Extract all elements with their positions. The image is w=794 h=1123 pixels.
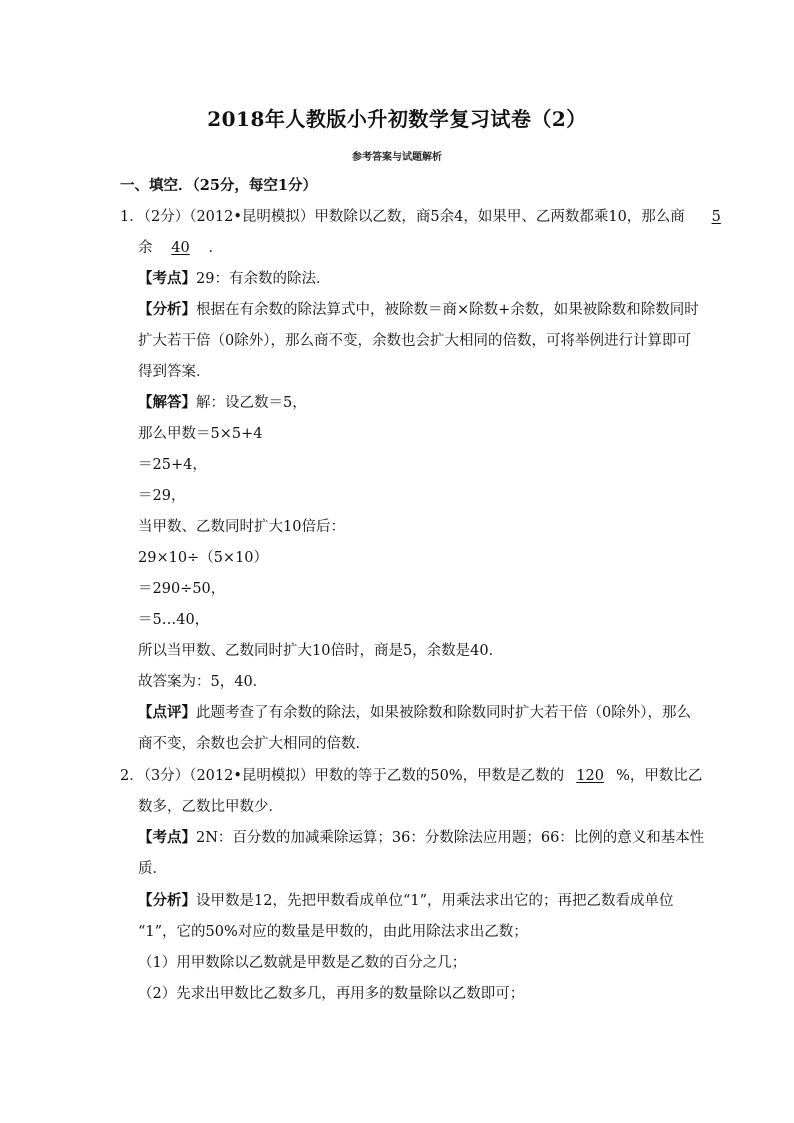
q2-stem-suffix: %，甲数比乙	[616, 768, 703, 784]
q1-step: ＝29，	[138, 488, 186, 504]
q1-kaodian-text: 29：有余数的除法．	[196, 271, 331, 287]
q1-step: 故答案为：5，40．	[138, 674, 268, 690]
fenxi-tag: 【分析】	[138, 301, 196, 318]
q2-fenxi-line1	[138, 891, 674, 911]
q2-answer-percent: 120	[576, 768, 604, 784]
q1-step: ＝25+4，	[138, 457, 207, 473]
q2-fenxi-line3: （1）用甲数除以乙数就是甲数是乙数的百分之几；	[138, 955, 467, 971]
q1-dianping-text1: 此题考查了有余数的除法，如果被除数和除数同时扩大若干倍（0除外），那么	[196, 705, 691, 721]
section-heading: 一、填空．（25分，每空1分）	[120, 177, 318, 194]
q1-stem-line1	[120, 207, 721, 227]
q2-fenxi-text1: 设甲数是12，先把甲数看成单位“1”，用乘法求出它的；再把乙数看成单位	[196, 893, 674, 909]
q2-fenxi-line4: （2）先求出甲数比乙数多几，再用多的数量除以乙数即可；	[138, 986, 525, 1002]
kaodian-tag: 【考点】	[138, 829, 196, 846]
q1-step: 当甲数、乙数同时扩大10倍后：	[138, 519, 345, 535]
jieda-tag: 【解答】	[138, 394, 196, 411]
q1-answer-quotient: 5	[711, 209, 721, 225]
q1-step: ＝5…40，	[138, 612, 210, 628]
q1-stem-text: 1．（2分）（2012•昆明模拟）甲数除以乙数，商5余4，如果甲、乙两数都乘10，那么商	[120, 209, 685, 225]
q2-stem-line1	[120, 766, 702, 786]
q1-stem-suffix: ．	[208, 240, 223, 256]
q1-jieda-text: 解：设乙数＝5，	[196, 395, 307, 411]
q1-step: 所以当甲数、乙数同时扩大10倍时，商是5，余数是40．	[138, 643, 504, 659]
q1-fenxi-line3: 得到答案．	[138, 364, 211, 380]
q2-kaodian-line2: 质．	[138, 861, 167, 877]
q1-kaodian	[138, 269, 330, 289]
q1-jieda	[138, 393, 307, 413]
q1-step: 那么甲数＝5×5+4	[138, 426, 263, 442]
document-subtitle: 参考答案与试题解析	[352, 152, 442, 163]
q1-step: 29×10÷（5×10）	[138, 550, 269, 566]
q1-fenxi-text1: 根据在有余数的除法算式中，被除数＝商×除数+余数，如果被除数和除数同时	[196, 302, 699, 318]
dianping-tag: 【点评】	[138, 704, 196, 721]
fenxi-tag: 【分析】	[138, 892, 196, 909]
q1-dianping-line1	[138, 703, 691, 723]
q1-fenxi-line1	[138, 300, 699, 320]
q2-fenxi-line2: “1”，它的50%对应的数量是甲数的，由此用除法求出乙数；	[138, 924, 528, 940]
q1-fenxi-line2: 扩大若干倍（0除外），那么商不变，余数也会扩大相同的倍数，可将举例进行计算即可	[138, 333, 691, 349]
q1-answer-remainder: 40	[171, 240, 190, 256]
q2-kaodian-text1: 2N：百分数的加减乘除运算；36：分数除法应用题；66：比例的意义和基本性	[196, 830, 705, 846]
document-title: 2018年人教版小升初数学复习试卷（2）	[207, 107, 587, 131]
q2-stem-text: 2．（3分）（2012•昆明模拟）甲数的等于乙数的50%，甲数是乙数的	[120, 768, 565, 784]
q2-stem-line2: 数多，乙数比甲数少．	[138, 799, 283, 815]
q1-stem-prefix: 余	[138, 240, 153, 256]
q1-step: ＝290÷50，	[138, 581, 226, 597]
q1-stem-line2	[138, 238, 223, 258]
q2-kaodian-line1	[138, 828, 704, 848]
q1-dianping-line2: 商不变，余数也会扩大相同的倍数．	[138, 736, 370, 752]
kaodian-tag: 【考点】	[138, 270, 196, 287]
